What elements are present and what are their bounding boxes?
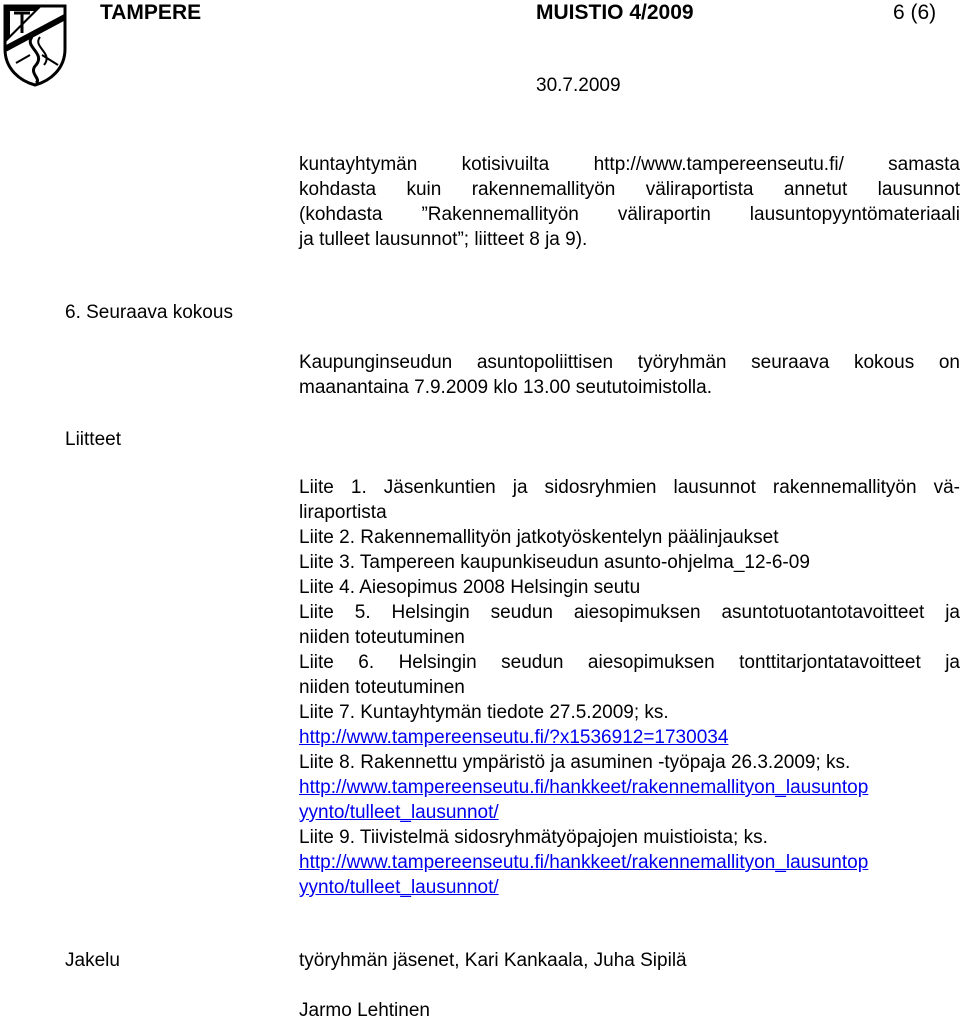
section-heading-next-meeting: 6. Seuraava kokous bbox=[65, 302, 233, 323]
intro-line: ja tulleet lausunnot”; liitteet 8 ja 9). bbox=[299, 229, 588, 250]
attachment-item: niiden toteutuminen bbox=[299, 627, 465, 648]
attachment-item: Liite 5. Helsingin seudun aiesopimuksen asuntotuotantotavoitteet ja bbox=[299, 602, 960, 623]
attachment-item: niiden toteutuminen bbox=[299, 677, 465, 698]
attachment-item: Liite 7. Kuntayhtymän tiedote 27.5.2009; ks. bbox=[299, 702, 669, 723]
attachments-label: Liitteet bbox=[65, 429, 121, 450]
attachment-7-link[interactable]: http://www.tampereenseutu.fi/?x1536912=1730034 bbox=[299, 727, 729, 748]
intro-line: kuntayhtymän kotisivuilta http://www.tampereenseutu.fi/ samasta bbox=[299, 154, 960, 175]
header-city: TAMPERE bbox=[100, 1, 202, 24]
next-meeting-line: maanantaina 7.9.2009 klo 13.00 seututoimistolla. bbox=[299, 377, 712, 398]
attachments-list bbox=[299, 475, 960, 900]
distribution-recipients: työryhmän jäsenet, Kari Kankaala, Juha Sipilä bbox=[299, 950, 687, 971]
next-meeting-line: Kaupunginseudun asuntopoliittisen työryhmän seuraava kokous on bbox=[299, 352, 960, 373]
distribution-label: Jakelu bbox=[65, 950, 120, 971]
attachment-8-link[interactable]: http://www.tampereenseutu.fi/hankkeet/rakennemallityon_lausuntop bbox=[299, 777, 869, 798]
header-page-number: 6 (6) bbox=[893, 1, 937, 24]
attachment-item: Liite 9. Tiivistelmä sidosryhmätyöpajojen muistioista; ks. bbox=[299, 827, 768, 848]
attachment-item: Liite 2. Rakennemallityön jatkotyöskentelyn päälinjaukset bbox=[299, 527, 779, 548]
attachment-9-link[interactable]: http://www.tampereenseutu.fi/hankkeet/rakennemallityon_lausuntop bbox=[299, 852, 869, 873]
attachment-item: Liite 4. Aiesopimus 2008 Helsingin seutu bbox=[299, 577, 641, 598]
tampere-coat-of-arms-logo bbox=[2, 3, 68, 87]
attachment-8-link-continued[interactable]: yynto/tulleet_lausunnot/ bbox=[299, 802, 499, 823]
attachment-9-link-continued[interactable]: yynto/tulleet_lausunnot/ bbox=[299, 877, 499, 898]
intro-line: kohdasta kuin rakennemallityön väliraportista annetut lausunnot bbox=[299, 179, 960, 200]
attachment-item: Liite 8. Rakennettu ympäristö ja asuminen -työpaja 26.3.2009; ks. bbox=[299, 752, 851, 773]
attachment-item: Liite 6. Helsingin seudun aiesopimuksen tonttitarjontatavoitteet ja bbox=[299, 652, 960, 673]
attachment-item: liraportista bbox=[299, 502, 387, 523]
attachment-item: Liite 3. Tampereen kaupunkiseudun asunto-ohjelma_12-6-09 bbox=[299, 552, 810, 573]
intro-paragraph bbox=[299, 152, 960, 252]
header-date: 30.7.2009 bbox=[536, 75, 621, 96]
distribution-recipients-continued: Jarmo Lehtinen bbox=[299, 1000, 430, 1021]
intro-line: (kohdasta ”Rakennemallityön väliraportin lausuntopyyntömateriaali bbox=[299, 204, 960, 225]
next-meeting-paragraph bbox=[299, 350, 960, 400]
attachment-item: Liite 1. Jäsenkuntien ja sidosryhmien lausunnot rakennemallityön vä- bbox=[299, 477, 960, 498]
header-document-title: MUISTIO 4/2009 bbox=[536, 1, 694, 24]
